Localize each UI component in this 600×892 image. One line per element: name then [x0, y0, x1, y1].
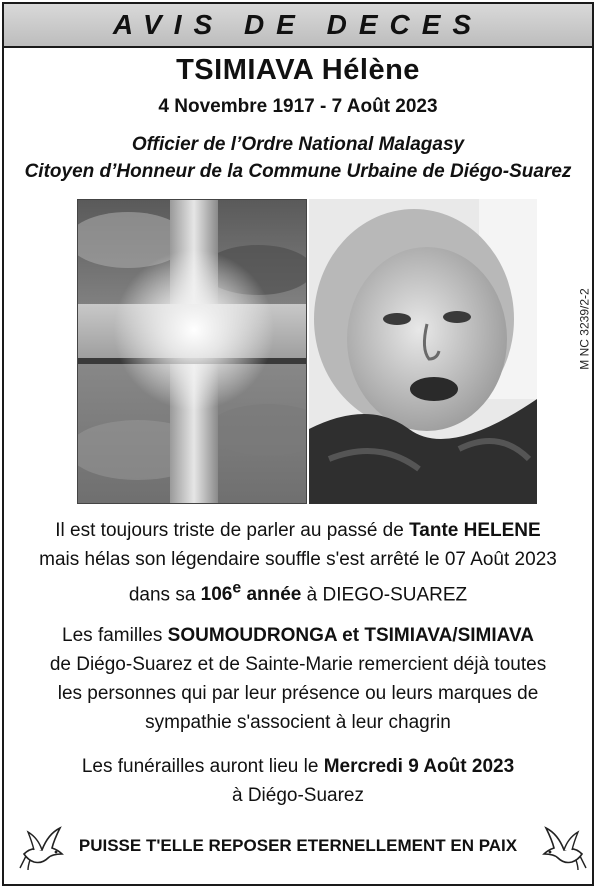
aunt-name: Tante HELENE	[409, 520, 541, 541]
thanks-line-1: Les familles SOUMOUDRONGA et TSIMIAVA/SIMIAVA	[62, 625, 534, 646]
announcement-line-3: dans sa 106e année à DIEGO-SUAREZ	[128, 580, 468, 606]
thanks-line-4: sympathie s'associent à leur chagrin	[145, 712, 451, 733]
dove-icon	[540, 824, 588, 872]
banner	[4, 4, 592, 48]
paragraph-announcement	[4, 516, 592, 609]
age-number: 106e année	[200, 580, 302, 606]
cross-image	[77, 199, 307, 504]
paragraph-thanks	[4, 621, 592, 737]
funeral-date: Mercredi 9 Août 2023	[323, 756, 515, 777]
portrait-photo	[309, 199, 537, 504]
funeral-line-2: à Diégo-Suarez	[231, 785, 365, 806]
deceased-name: TSIMIAVA Hélène	[176, 54, 420, 86]
funeral-line-1: Les funérailles auront lieu le Mercredi 9 Août 2023	[81, 756, 515, 777]
announcement-line-2: mais hélas son légendaire souffle s'est arrêté le 07 Août 2023	[39, 549, 557, 570]
thanks-line-2: de Diégo-Suarez et de Sainte-Marie remercient déjà toutes	[49, 654, 547, 675]
life-dates: 4 Novembre 1917 - 7 Août 2023	[158, 96, 438, 117]
honor-title-2: Citoyen d’Honneur de la Commune Urbaine de Diégo-Suarez	[24, 161, 572, 182]
family-names: SOUMOUDRONGA et TSIMIAVA/SIMIAVA	[167, 625, 534, 646]
reference-code: M NC 3239/2-2	[578, 288, 592, 370]
obituary-frame	[2, 2, 594, 886]
thanks-line-3: les personnes qui par leur présence ou leurs marques de	[57, 683, 539, 704]
footer-prayer: PUISSE T'ELLE REPOSER ETERNELLEMENT EN PAIX	[78, 836, 518, 855]
banner-title: AVIS DE DECES	[112, 9, 484, 40]
paragraph-funeral	[4, 752, 592, 810]
honor-title-1: Officier de l’Ordre National Malagasy	[131, 134, 465, 155]
announcement-line-1: Il est toujours triste de parler au passé de Tante HELENE	[55, 520, 541, 541]
